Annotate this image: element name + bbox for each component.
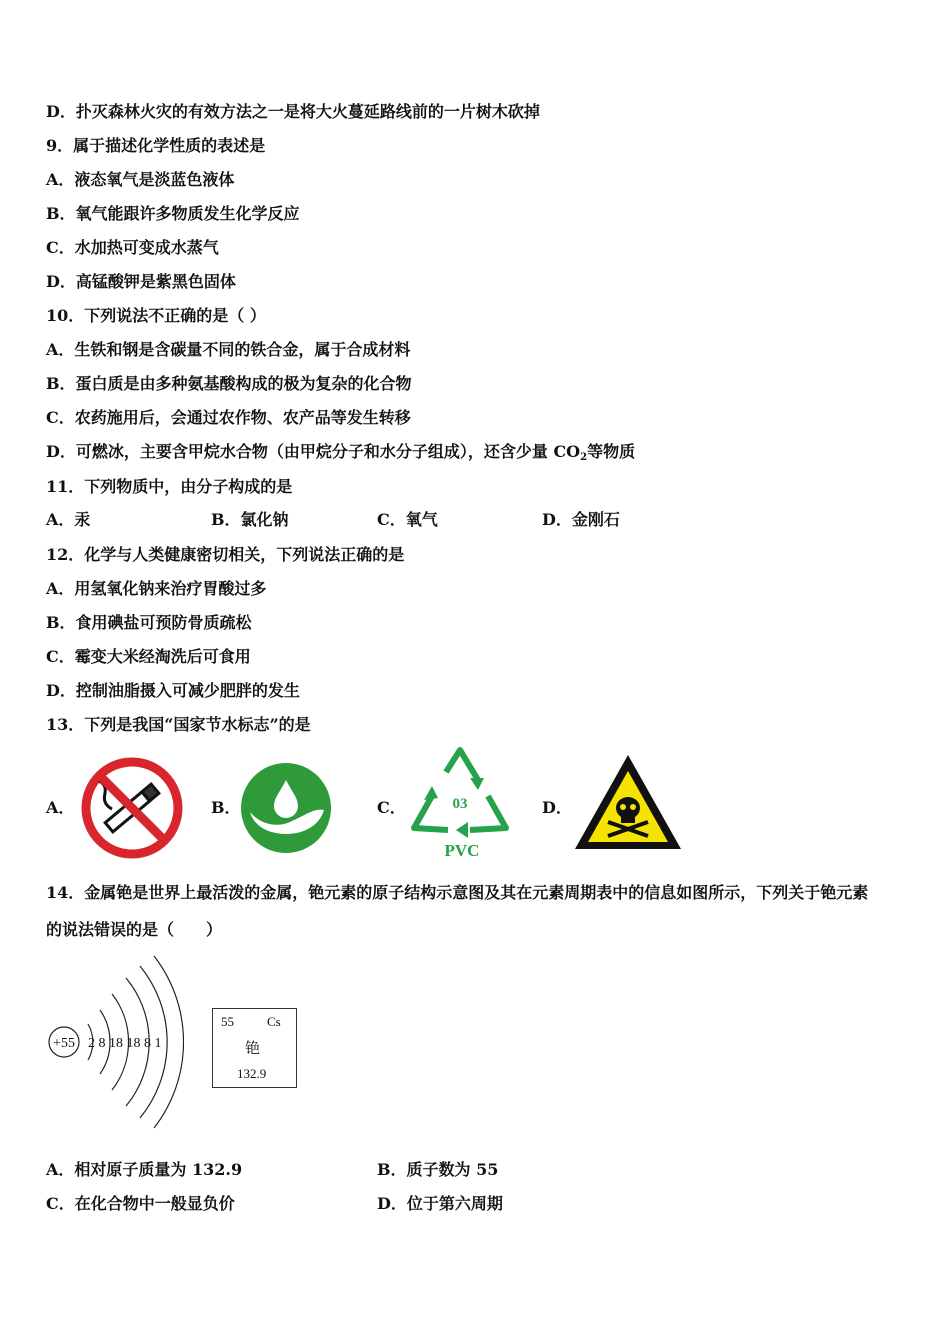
- q13-stem: 13．下列是我国“国家节水标志”的是: [46, 715, 311, 734]
- element-name: 铯: [245, 1041, 261, 1057]
- q11-stem: 11．下列物质中，由分子构成的是: [46, 477, 293, 496]
- nucleus-charge: +55: [53, 1036, 75, 1051]
- q10-option-b: B．蛋白质是由多种氨基酸构成的极为复杂的化合物: [46, 374, 412, 393]
- q13-label-b: B．: [211, 798, 241, 817]
- q12-option-d: D．控制油脂摄入可减少肥胖的发生: [46, 681, 300, 700]
- q14-option-a: A．相对原子质量为 132.9: [46, 1160, 243, 1179]
- q9-option-a: A．液态氧气是淡蓝色液体: [46, 170, 235, 189]
- q14-option-c: C．在化合物中一般显负价: [46, 1194, 235, 1213]
- q10-option-c: C．农药施用后，会通过农作物、农产品等发生转移: [46, 408, 411, 427]
- q10-option-d-tail: 等物质: [587, 442, 636, 461]
- q14-option-b: B．质子数为 55: [377, 1160, 499, 1179]
- q12-option-b: B．食用碘盐可预防骨质疏松: [46, 613, 252, 632]
- periodic-table-cell: [212, 1008, 297, 1088]
- q11-option-b: B．氯化钠: [211, 510, 289, 529]
- q14-stem-line2: 的说法错误的是（ ）: [46, 920, 223, 939]
- recycle-icon: [406, 744, 514, 862]
- q9-stem: 9．属于描述化学性质的表述是: [46, 136, 266, 155]
- water-saving-icon: [240, 762, 332, 854]
- recycle-code: 03: [452, 796, 468, 812]
- q11-option-a: A．汞: [46, 510, 91, 529]
- atomic-mass: 132.9: [237, 1066, 267, 1081]
- q13-label-d: D．: [542, 798, 572, 817]
- q12-stem: 12．化学与人类健康密切相关，下列说法正确的是: [46, 545, 405, 564]
- q11-option-c: C．氧气: [377, 510, 438, 529]
- q10-option-a: A．生铁和钢是含碳量不同的铁合金，属于合成材料: [46, 340, 411, 359]
- q10-stem: 10．下列说法不正确的是（ ）: [46, 306, 266, 325]
- q11-option-d: D．金刚石: [542, 510, 620, 529]
- q14-option-d: D．位于第六周期: [377, 1194, 503, 1213]
- atomic-number: 55: [221, 1014, 234, 1029]
- recycle-material: PVC: [444, 841, 480, 860]
- q10-option-d: [46, 442, 635, 468]
- element-symbol: Cs: [267, 1014, 281, 1029]
- q14-stem-line1: 14．金属铯是世界上最活泼的金属，铯元素的原子结构示意图及其在元素周期表中的信息如图所示，下列关于铯元素: [46, 883, 869, 902]
- q12-option-c: C．霉变大米经淘洗后可食用: [46, 647, 251, 666]
- q9-option-b: B．氧气能跟许多物质发生化学反应: [46, 204, 300, 223]
- q13-label-a: A．: [46, 798, 75, 817]
- toxic-hazard-icon: [572, 752, 684, 852]
- co2-subscript: 2: [580, 452, 588, 463]
- q9-option-c: C．水加热可变成水蒸气: [46, 238, 219, 257]
- q13-label-c: C．: [377, 798, 406, 817]
- q12-option-a: A．用氢氧化钠来治疗胃酸过多: [46, 579, 267, 598]
- electron-config: 2 8 18 18 8 1: [88, 1036, 162, 1051]
- atomic-structure-diagram: [44, 952, 184, 1130]
- q8-option-d: D．扑灭森林火灾的有效方法之一是将大火蔓延路线前的一片树木砍掉: [46, 102, 540, 121]
- q9-option-d: D．高锰酸钾是紫黑色固体: [46, 272, 236, 291]
- q10-option-d-text: D．可燃冰，主要含甲烷水合物（由甲烷分子和水分子组成），还含少量 CO: [46, 442, 581, 461]
- no-smoking-icon: [80, 756, 184, 860]
